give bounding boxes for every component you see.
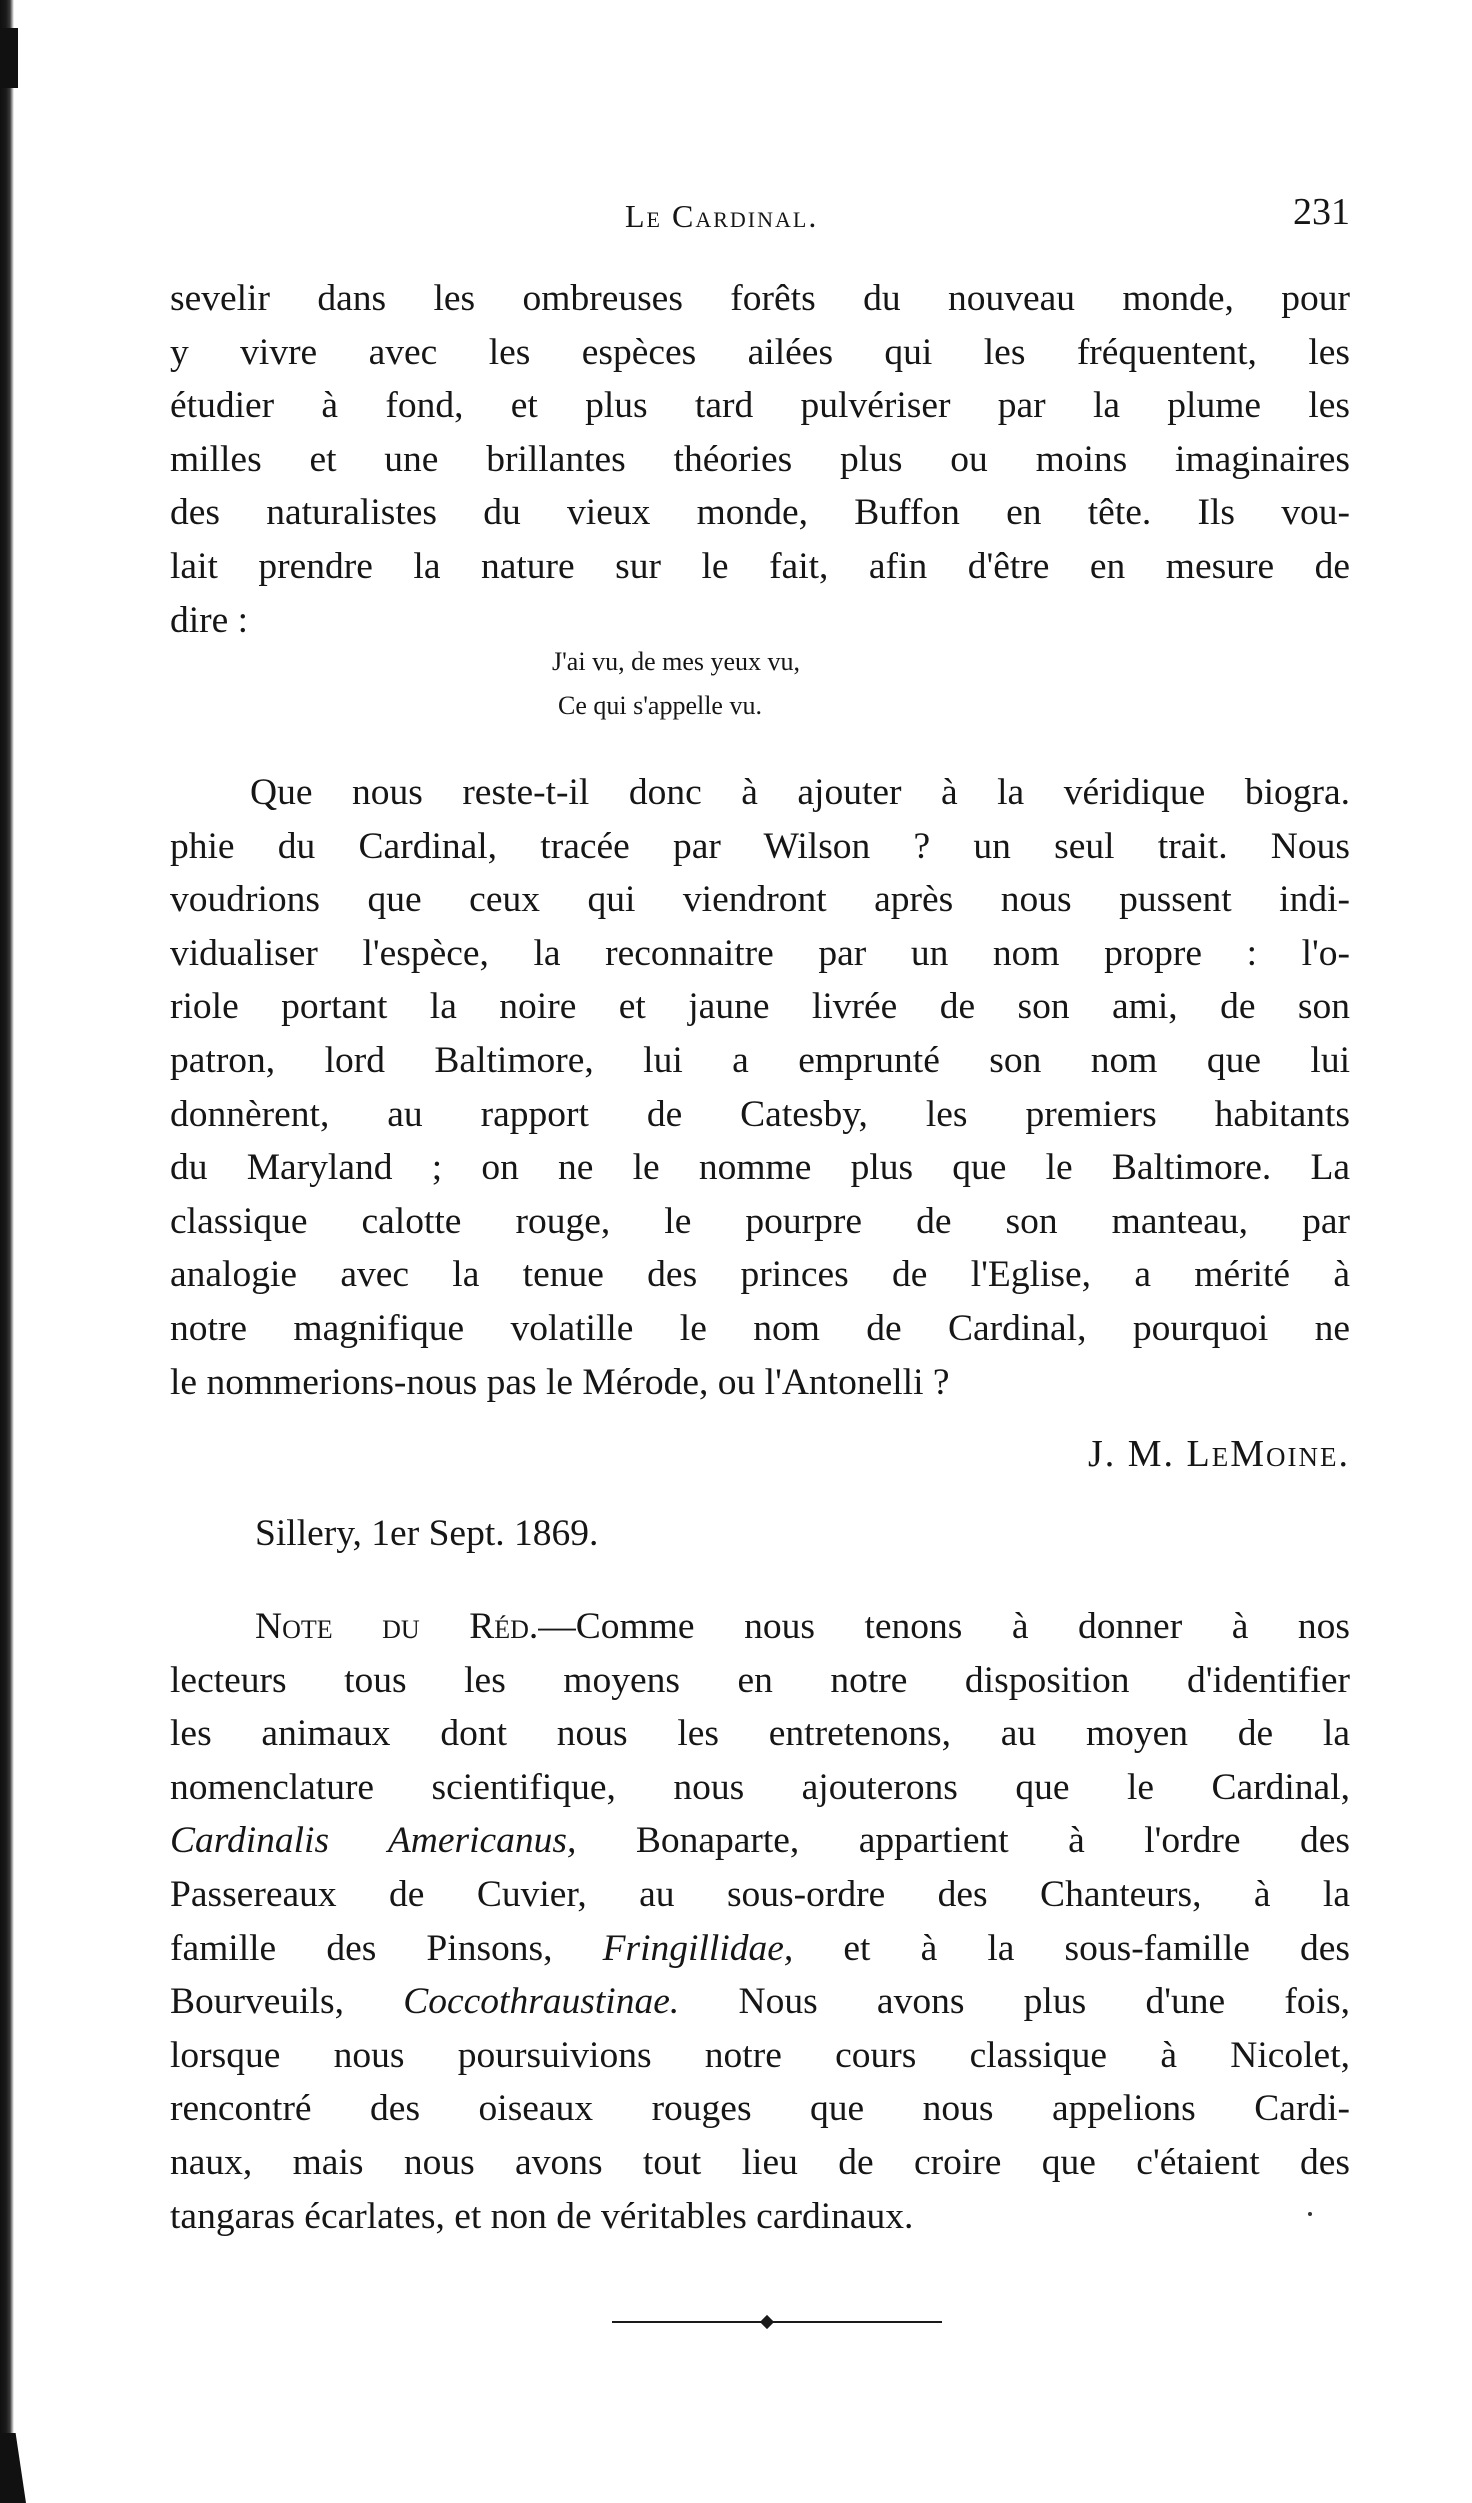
author-signature bbox=[1088, 1432, 1350, 1476]
text-line: sevelir dans les ombreuses forêts du nouveau monde, pour bbox=[170, 278, 1350, 319]
text-line: le nommerions-nous pas le Mérode, ou l'Antonelli ? bbox=[170, 1361, 950, 1403]
text-line: y vivre avec les espèces ailées qui les fréquentent, les bbox=[170, 331, 1350, 373]
text-line: vidualiser l'espèce, la reconnaitre par un nom propre : l'o- bbox=[170, 932, 1350, 974]
text-line: Que nous reste-t-il donc à ajouter à la véridique biogra. bbox=[250, 772, 1350, 813]
text-line bbox=[170, 1922, 1350, 1976]
binding-edge bbox=[0, 0, 14, 2503]
note-text: famille des Pinsons, bbox=[170, 1927, 603, 1969]
paragraph-2 bbox=[170, 766, 1350, 1409]
text-line: patron, lord Baltimore, lui a emprunté son nom que lui bbox=[170, 1039, 1350, 1081]
text-line: étudier à fond, et plus tard pulvériser par la plume les bbox=[170, 385, 1350, 427]
running-head bbox=[170, 190, 1350, 246]
note-heading: Note du Réd. bbox=[255, 1606, 539, 1647]
text-line: classique calotte rouge, le pourpre de son manteau, par bbox=[170, 1200, 1350, 1242]
text-line: analogie avec la tenue des princes de l'Eglise, a mérité à bbox=[170, 1254, 1350, 1296]
subfamily-name: Coccothraustinae. bbox=[403, 1981, 680, 2023]
binding-mark-top bbox=[0, 28, 18, 88]
text-line bbox=[170, 1975, 1350, 2029]
text-line: lait prendre la nature sur le fait, afin d'être en mesure de bbox=[170, 545, 1350, 587]
note-text: et à la sous-famille des bbox=[793, 1927, 1350, 1969]
text-line bbox=[170, 1814, 1350, 1868]
rule-ornament bbox=[760, 2315, 774, 2329]
text-line: Passereaux de Cuvier, au sous-ordre des Chanteurs, à la bbox=[170, 1873, 1350, 1915]
text-line: donnèrent, au rapport de Catesby, les premiers habitants bbox=[170, 1093, 1350, 1135]
text-line: lecteurs tous les moyens en notre disposition d'identifier bbox=[170, 1659, 1350, 1701]
family-name: Fringillidae, bbox=[602, 1927, 794, 1969]
dateline: Sillery, 1er Sept. 1869. bbox=[255, 1513, 599, 1554]
ornamental-rule bbox=[612, 2316, 942, 2328]
rule-line bbox=[612, 2321, 942, 2323]
page-number: 231 bbox=[1293, 191, 1350, 233]
text-line: du Maryland ; on ne le nomme plus que le Baltimore. La bbox=[170, 1147, 1350, 1189]
verse-line: Ce qui s'appelle vu. bbox=[558, 691, 762, 720]
text-line: lorsque nous poursuivions notre cours classique à Nicolet, bbox=[170, 2034, 1350, 2076]
text-line: naux, mais nous avons tout lieu de croire que c'étaient des bbox=[170, 2141, 1350, 2183]
text-line: phie du Cardinal, tracée par Wilson ? un seul trait. Nous bbox=[170, 825, 1350, 867]
binding-mark-bottom bbox=[0, 2433, 26, 2503]
text-line: les animaux dont nous les entretenons, au moyen de la bbox=[170, 1713, 1350, 1755]
species-name: Cardinalis Americanus, bbox=[170, 1820, 577, 1862]
note-text: Nous avons plus d'une fois, bbox=[679, 1981, 1351, 2023]
text-line: dire : bbox=[170, 599, 249, 641]
paragraph-1 bbox=[170, 272, 1350, 647]
text-line: notre magnifique volatille le nom de Cardinal, pourquoi ne bbox=[170, 1307, 1350, 1349]
verse-line: J'ai vu, de mes yeux vu, bbox=[552, 647, 801, 676]
editor-note bbox=[170, 1600, 1350, 2243]
text-line: voudrions que ceux qui viendront après nous pussent indi- bbox=[170, 879, 1350, 921]
running-title: Le Cardinal. bbox=[625, 198, 819, 234]
text-line: nomenclature scientifique, nous ajouterons que le Cardinal, bbox=[170, 1766, 1350, 1808]
note-text: Bourveuils, bbox=[170, 1981, 404, 2023]
author-initials: J. M. bbox=[1087, 1433, 1187, 1475]
text-line: tangaras écarlates, et non de véritables cardinaux. bbox=[170, 2195, 914, 2237]
text-line: riole portant la noire et jaune livrée de son ami, de son bbox=[170, 986, 1350, 1028]
text-line: rencontré des oiseaux rouges que nous appelions Cardi- bbox=[170, 2088, 1350, 2130]
text-line: des naturalistes du vieux monde, Buffon en tête. Ils vou- bbox=[170, 492, 1350, 534]
text-line bbox=[170, 1600, 1350, 1654]
verse-quote bbox=[552, 640, 800, 728]
author-surname: LeMoine. bbox=[1186, 1433, 1350, 1475]
note-text: Bonaparte, appartient à l'ordre des bbox=[576, 1820, 1350, 1862]
print-speck bbox=[1308, 2212, 1312, 2216]
text-line: milles et une brillantes théories plus ou moins imaginaires bbox=[170, 438, 1350, 480]
note-text: —Comme nous tenons à donner à nos bbox=[538, 1606, 1350, 1647]
